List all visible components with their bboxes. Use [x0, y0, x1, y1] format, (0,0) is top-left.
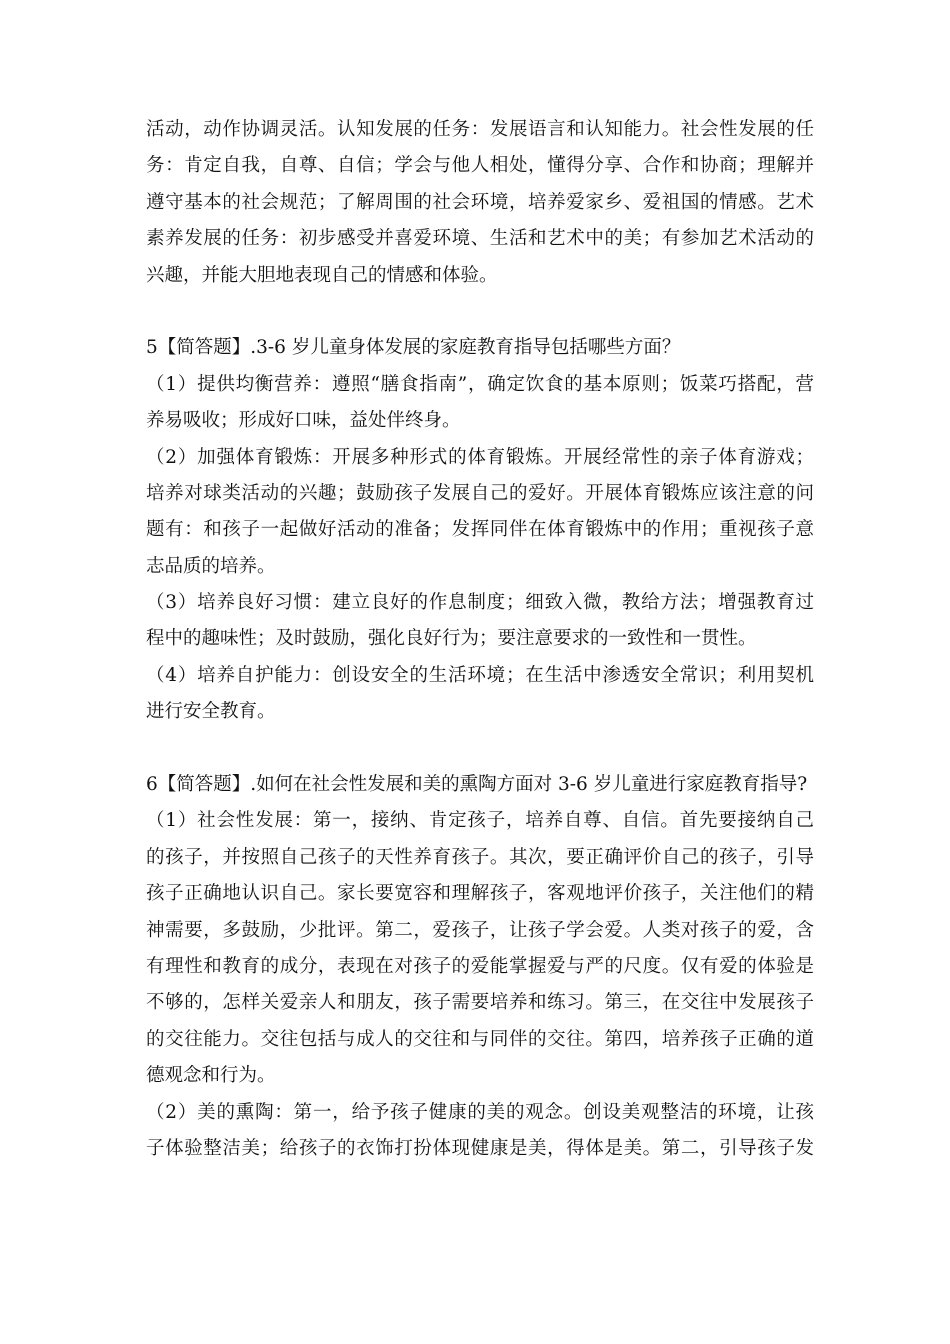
text-line: 神需要，多鼓励，少批评。第二，爱孩子，让孩子学会爱。人类对孩子的爱，含	[146, 919, 814, 941]
question-title-line: 6【简答题】.如何在社会性发展和美的熏陶方面对 3-6 岁儿童进行家庭教育指导?	[146, 774, 808, 796]
text-line: 子体验整洁美；给孩子的衣饰打扮体现健康是美，得体是美。第二，引导孩子发	[146, 1137, 814, 1159]
text-line: （3）培养良好习惯：建立良好的作息制度；细致入微，教给方法；增强教育过	[146, 592, 814, 614]
question-5-answer-4	[146, 658, 814, 731]
text-line: 不够的，怎样关爱亲人和朋友，孩子需要培养和练习。第三，在交往中发展孩子	[146, 992, 814, 1014]
text-line: 培养对球类活动的兴趣；鼓励孩子发展自己的爱好。开展体育锻炼应该注意的问	[146, 482, 814, 504]
question-5-answer-1	[146, 367, 814, 440]
question-6-answer-2	[146, 1095, 814, 1168]
text-line: （4）培养自护能力：创设安全的生活环境；在生活中渗透安全常识；利用契机	[146, 664, 814, 686]
text-line: （1）提供均衡营养：遵照“膳食指南”，确定饮食的基本原则；饭菜巧搭配，营	[146, 373, 814, 395]
text-line: 德观念和行为。	[146, 1065, 276, 1087]
text-line: 务：肯定自我，自尊、自信；学会与他人相处，懂得分享、合作和协商；理解并	[146, 155, 814, 177]
text-line: 的孩子，并按照自己孩子的天性养育孩子。其次，要正确评价自己的孩子，引导	[146, 846, 814, 868]
text-line: 题有：和孩子一起做好活动的准备；发挥同伴在体育锻炼中的作用；重视孩子意	[146, 519, 814, 541]
text-line: 有理性和教育的成分，表现在对孩子的爱能掌握爱与严的尺度。仅有爱的体验是	[146, 955, 814, 977]
text-line: 遵守基本的社会规范；了解周围的社会环境，培养爱家乡、爱祖国的情感。艺术	[146, 191, 814, 213]
text-line: 的交往能力。交往包括与成人的交往和与同伴的交往。第四，培养孩子正确的道	[146, 1028, 814, 1050]
text-line: 养易吸收；形成好口味，益处伴终身。	[146, 410, 461, 432]
text-line: 志品质的培养。	[146, 555, 276, 577]
question-6-title	[146, 767, 814, 803]
question-5-title	[146, 330, 814, 366]
paragraph-gap	[146, 294, 814, 330]
text-line: 进行安全教育。	[146, 701, 276, 723]
question-5-answer-2	[146, 440, 814, 586]
text-line: 活动，动作协调灵活。认知发展的任务：发展语言和认知能力。社会性发展的任	[146, 119, 814, 140]
text-line: （2）美的熏陶：第一，给予孩子健康的美的观念。创设美观整洁的环境，让孩	[146, 1101, 814, 1123]
text-line: （1）社会性发展：第一，接纳、肯定孩子，培养自尊、自信。首先要接纳自己	[146, 810, 814, 832]
text-line: 孩子正确地认识自己。家长要宽容和理解孩子，客观地评价孩子，关注他们的精	[146, 883, 814, 905]
text-line: 兴趣，并能大胆地表现自己的情感和体验。	[146, 264, 498, 286]
paragraph-gap	[146, 731, 814, 767]
question-title-line: 5【简答题】.3-6 岁儿童身体发展的家庭教育指导包括哪些方面？	[146, 337, 681, 359]
text-line: 程中的趣味性；及时鼓励，强化良好行为；要注意要求的一致性和一贯性。	[146, 628, 757, 650]
document-page	[146, 112, 814, 1167]
text-line: 素养发展的任务：初步感受并喜爱环境、生活和艺术中的美；有参加艺术活动的	[146, 228, 814, 250]
question-6-answer-1	[146, 803, 814, 1094]
paragraph-intro-continuation	[146, 112, 814, 294]
text-line: （2）加强体育锻炼：开展多种形式的体育锻炼。开展经常性的亲子体育游戏；	[146, 446, 814, 468]
question-5-answer-3	[146, 585, 814, 658]
